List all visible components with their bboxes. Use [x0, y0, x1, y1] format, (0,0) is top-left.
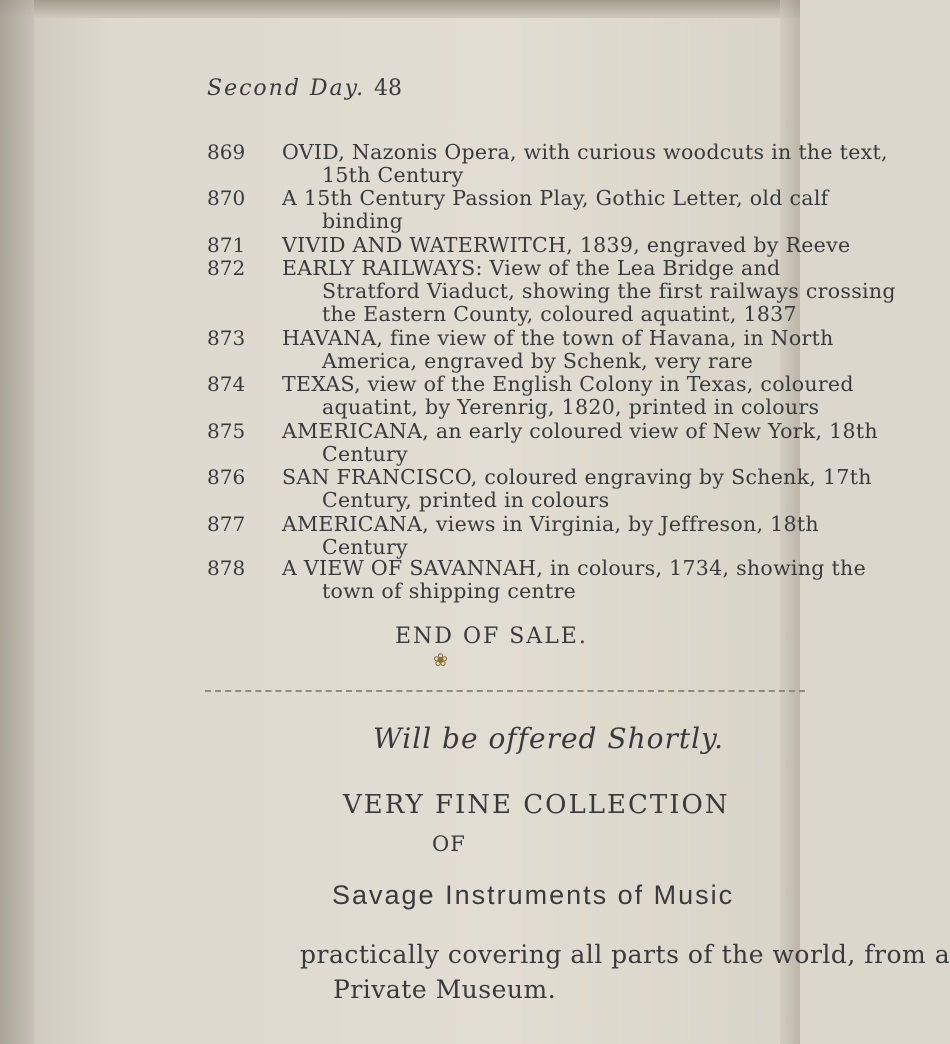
- notice-line-2: VERY FINE COLLECTION: [343, 790, 730, 820]
- lot-description: EARLY RAILWAYS: View of the Lea Bridge and: [282, 256, 781, 280]
- notice-line-3: OF: [432, 832, 466, 856]
- lot-description: town of shipping centre: [322, 579, 577, 603]
- lot-description: VIVID AND WATERWITCH, 1839, engraved by Reeve: [282, 233, 851, 257]
- lot-description: AMERICANA, an early coloured view of New York, 18th: [282, 419, 878, 443]
- lot-description: A VIEW OF SAVANNAH, in colours, 1734, showing the: [282, 556, 866, 580]
- lot-number: 870: [207, 186, 246, 210]
- ornament-icon: ❀: [433, 650, 449, 671]
- page-number: 48: [374, 76, 402, 101]
- torn-top-edge: [0, 0, 800, 18]
- lot-description: OVID, Nazonis Opera, with curious woodcuts in the text,: [282, 140, 888, 164]
- divider-rule: [205, 690, 805, 692]
- lot-description: Century, printed in colours: [322, 488, 610, 512]
- left-shadow-edge: [0, 0, 34, 1044]
- lot-number: 875: [207, 419, 246, 443]
- end-of-sale-heading: END OF SALE.: [395, 624, 588, 649]
- lot-description: aquatint, by Yerenrig, 1820, printed in colours: [322, 395, 820, 419]
- lot-number: 876: [207, 465, 246, 489]
- notice-line-5: practically covering all parts of the world, from a: [300, 940, 950, 969]
- lot-description: binding: [322, 209, 403, 233]
- notice-line-1: Will be offered Shortly.: [373, 722, 725, 755]
- lot-description: A 15th Century Passion Play, Gothic Letter, old calf: [282, 186, 829, 210]
- lot-description: America, engraved by Schenk, very rare: [322, 349, 753, 373]
- lot-number: 872: [207, 256, 246, 280]
- lot-description: the Eastern County, coloured aquatint, 1837: [322, 302, 797, 326]
- lot-description: AMERICANA, views in Virginia, by Jeffreson, 18th: [282, 512, 819, 536]
- lot-number: 869: [207, 140, 246, 164]
- lot-description: Century: [322, 535, 408, 559]
- lot-number: 874: [207, 372, 246, 396]
- lot-description: Stratford Viaduct, showing the first railways crossing: [322, 279, 896, 303]
- lot-description: SAN FRANCISCO, coloured engraving by Schenk, 17th: [282, 465, 872, 489]
- lot-description: Century: [322, 442, 408, 466]
- lot-number: 877: [207, 512, 246, 536]
- lot-description: HAVANA, fine view of the town of Havana, in North: [282, 326, 834, 350]
- notice-line-4: Savage Instruments of Music: [332, 880, 735, 910]
- lot-description: TEXAS, view of the English Colony in Texas, coloured: [282, 372, 854, 396]
- section-heading: Second Day.: [207, 76, 366, 101]
- lot-description: 15th Century: [322, 163, 464, 187]
- lot-number: 871: [207, 233, 246, 257]
- notice-line-6: Private Museum.: [333, 975, 557, 1004]
- lot-number: 878: [207, 556, 246, 580]
- lot-number: 873: [207, 326, 246, 350]
